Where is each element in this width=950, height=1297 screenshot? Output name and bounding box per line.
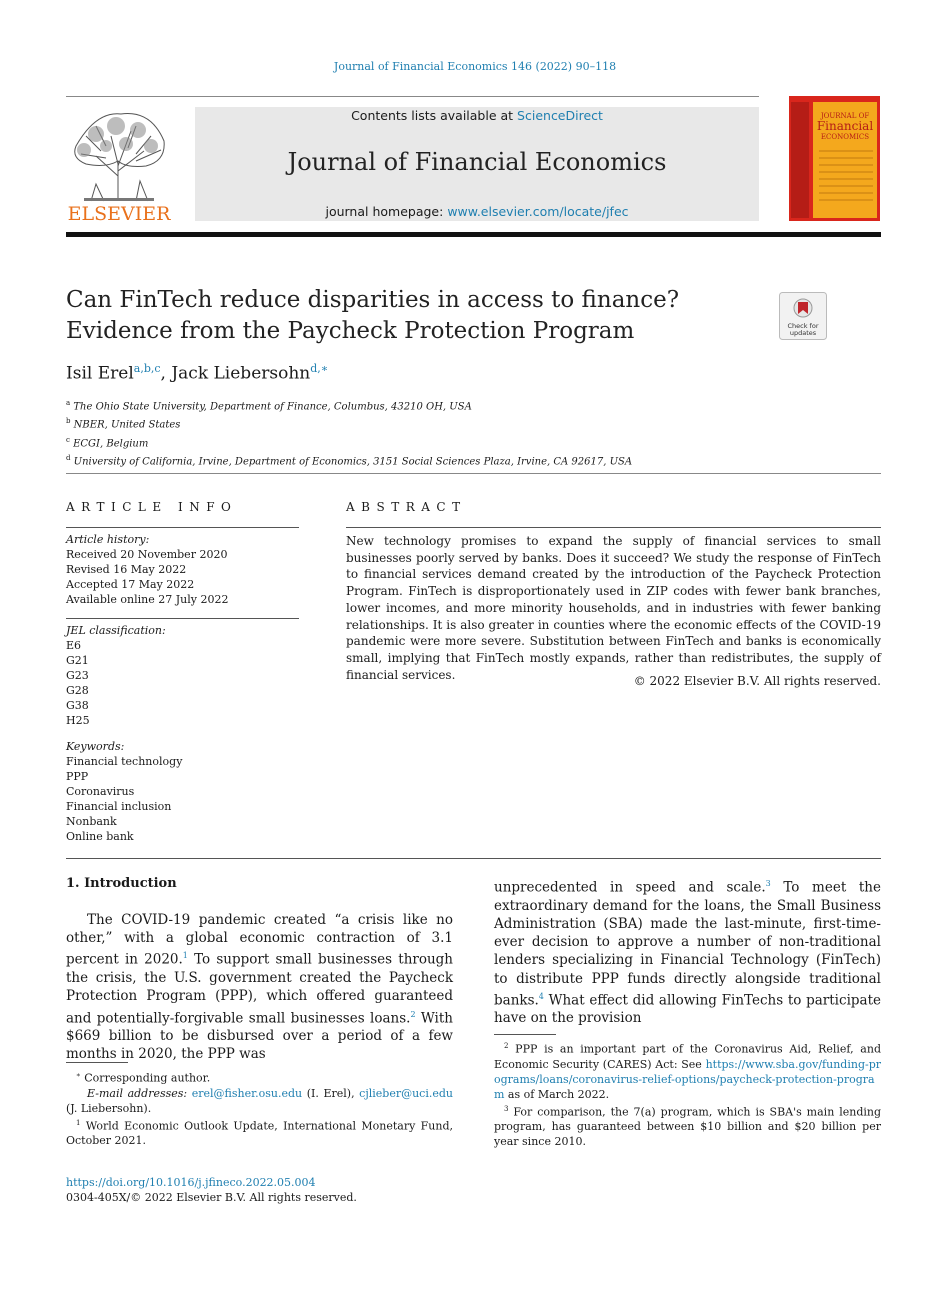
jel-label: JEL classification: (66, 624, 166, 637)
intro-paragraph: unprecedented in speed and scale.$^3$ To meet the extraordinary demand for the loans, the Small Business Administration (SBA) made the last-minute, first-time-ever decision to approve a number of non-traditional lenders specializing in Financial Technology (FinTech) to distribute PPP funds directly alongside traditional banks.$^4$ What effect did allowing FinTechs to participate have on the provision (494, 879, 881, 1027)
affiliation: $^b$ NBER, United States (66, 417, 181, 431)
section-divider (66, 473, 881, 474)
jel-code: E6 (66, 639, 82, 652)
keyword: Financial technology (66, 755, 183, 768)
jel-code: G28 (66, 684, 89, 697)
svg-text:ECONOMICS: ECONOMICS (820, 133, 870, 141)
jel-code: G23 (66, 669, 89, 682)
svg-text:Financial: Financial (816, 119, 874, 133)
sciencedirect-link[interactable]: ScienceDirect (517, 108, 603, 123)
journal-title: Journal of Financial Economics (287, 148, 667, 176)
affiliation: $^a$ The Ohio State University, Department of Finance, Columbus, 43210 OH, USA (66, 399, 472, 413)
article-history (66, 532, 299, 607)
article-info-rule (66, 618, 299, 619)
author-affiliation-marks[interactable]: a,b,c (133, 362, 161, 375)
footnote-ref[interactable]: 2 (410, 1009, 416, 1019)
footnote: $^2$ PPP is an important part of the Coronavirus Aid, Relief, and Economic Security (CARES) Act: See https://www.sba.gov/funding-programs/loans/coronavirus-relief-options/paycheck-protection-program as of March 2022. (494, 1042, 881, 1101)
affiliation: $^c$ ECGI, Belgium (66, 435, 149, 449)
footnotes-right (494, 1039, 881, 1149)
footnote-ref[interactable]: 1 (182, 951, 188, 961)
contents-available-line (195, 108, 759, 123)
jel-code: H25 (66, 714, 90, 727)
contents-prefix: Contents lists available at (351, 108, 518, 123)
footnote: $^3$ For comparison, the 7(a) program, which is SBA's main lending program, has guaranteed between $10 billion and $20 billion per year since 2010. (494, 1104, 882, 1149)
section-heading: 1. Introduction (66, 876, 177, 891)
author-name: Isil Erel (66, 363, 134, 384)
check-for-updates-badge[interactable] (779, 292, 827, 340)
footnote-ref[interactable]: 3 (765, 879, 771, 888)
abstract-heading: ABSTRACT (346, 500, 467, 514)
homepage-link[interactable]: www.elsevier.com/locate/jfec (447, 204, 629, 219)
article-info-heading: ARTICLE INFO (66, 500, 238, 514)
keywords (66, 739, 299, 844)
article-info-rule (66, 527, 299, 528)
svg-text:Check for: Check for (787, 322, 819, 330)
svg-text:updates: updates (789, 329, 817, 337)
history-item: Available online 27 July 2022 (66, 593, 229, 606)
abstract-rule (346, 527, 881, 528)
footnotes-left (66, 1068, 453, 1148)
header-thick-rule (66, 232, 881, 237)
author-name: Jack Liebersohn (171, 363, 311, 384)
abstract-text: New technology promises to expand the supply of financial services to small businesses poorly served by banks. Does it succeed? We study the response of FinTech to financial services demand created by the introduction of the Paycheck Protection Program. FinTech is disproportionately used in ZIP codes with fewer bank branches, lower incomes, and more minority households, and in industries with fewer banking relationships. It is also greater in counties where the economic effects of the COVID-19 pandemic were more severe. Substitution between FinTech and banks is economically small, implying that FinTech mostly expands, rather than redistributes, the supply of financial services. (346, 534, 881, 682)
abstract-copyright: © 2022 Elsevier B.V. All rights reserved. (633, 674, 881, 688)
footnote-rule (66, 1062, 128, 1063)
keywords-label: Keywords: (66, 740, 125, 753)
issn-line: 0304-405X/© 2022 Elsevier B.V. All rights reserved. (66, 1191, 357, 1204)
article-title: Can FinTech reduce disparities in access to finance? Evidence from the Paycheck Protection Program (66, 287, 680, 344)
elsevier-logo (66, 106, 172, 222)
journal-cover-image (789, 96, 880, 221)
footnote: ∗ Corresponding author. (76, 1071, 211, 1085)
email-link[interactable]: erel@fisher.osu.edu (191, 1086, 303, 1100)
keyword: Online bank (66, 830, 134, 843)
journal-citation[interactable]: Journal of Financial Economics 146 (2022) 90–118 (333, 60, 617, 73)
affiliation: $^d$ University of California, Irvine, Department of Economics, 3151 Social Sciences Plaza, Irvine, CA 92617, USA (66, 453, 633, 468)
footnote: E-mail addresses: erel@fisher.osu.edu (I. Erel), cjlieber@uci.edu (J. Liebersohn). (66, 1086, 453, 1115)
header-rule (66, 96, 759, 97)
svg-text:JOURNAL OF: JOURNAL OF (820, 112, 870, 120)
jel-code: G38 (66, 699, 89, 712)
sba-link[interactable]: https://www.sba.gov/funding-programs/loans/coronavirus-relief-options/paycheck-protection-program (494, 1057, 881, 1101)
doi-link[interactable]: https://doi.org/10.1016/j.jfineco.2022.05.004 (66, 1176, 316, 1189)
footnote: $^1$ World Economic Outlook Update, International Monetary Fund, October 2021. (66, 1118, 454, 1148)
keyword: Coronavirus (66, 785, 135, 798)
footnote-ref[interactable]: 4 (538, 991, 544, 1001)
history-label: Article history: (66, 533, 150, 546)
history-item: Revised 16 May 2022 (66, 563, 187, 576)
intro-paragraph: The COVID-19 pandemic created “a crisis like no other,” with a global economic contraction of 3.1 percent in 2020.$^1$ To support small businesses through the crisis, the U.S. government created the Paycheck Protection Program (PPP), which offered guaranteed and potentially-forgivable small businesses loans.$^2$ With $669 billion to be disbursed over a period of a few months in 2020, the PPP was (66, 912, 454, 1063)
author-separator: , (160, 363, 172, 384)
email-link[interactable]: cjlieber@uci.edu (359, 1086, 453, 1100)
elsevier-wordmark: ELSEVIER (67, 203, 171, 222)
author-affiliation-marks[interactable]: d,∗ (310, 362, 329, 375)
jel-classification (66, 623, 299, 728)
history-item: Received 20 November 2020 (66, 548, 228, 561)
keyword: Financial inclusion (66, 800, 172, 813)
history-item: Accepted 17 May 2022 (66, 578, 195, 591)
homepage-prefix: journal homepage: (325, 204, 448, 219)
jel-code: G21 (66, 654, 89, 667)
section-divider (66, 858, 881, 859)
keyword: Nonbank (66, 815, 117, 828)
journal-homepage-line (195, 204, 759, 219)
footnote-rule (494, 1034, 556, 1035)
affiliations (66, 396, 632, 469)
author-list (66, 362, 328, 384)
keyword: PPP (66, 770, 89, 783)
